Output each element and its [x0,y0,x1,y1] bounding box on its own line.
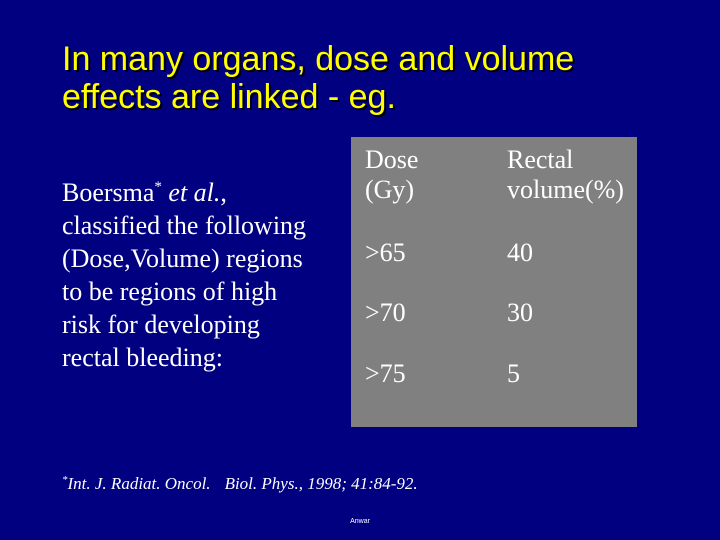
citation-star: * [154,179,162,195]
author-label: Anwar [350,518,370,525]
body-line-1 [62,176,352,209]
header-volume-unit: volume(%) [507,175,624,204]
row-1-dose: >65 [365,238,406,267]
body-line-2: classified the following [62,211,307,240]
row-3-dose: >75 [365,359,406,388]
author-name: Boersma [62,178,155,207]
et-al: et al. [168,178,221,207]
header-dose-unit: (Gy) [365,175,415,204]
row-3-volume: 5 [507,359,520,388]
body-line-4: to be regions of high [62,277,278,306]
risk-table [351,137,637,427]
header-volume: Rectal [507,145,574,174]
row-2-volume: 30 [507,298,533,327]
slide-title [62,40,682,116]
body-text [62,176,352,374]
body-line-6: rectal bleeding: [62,343,223,372]
body-comma: , [220,178,227,207]
title-line-2: effects are linked - eg. [62,78,396,116]
footnote-star: * [62,474,68,486]
body-line-5: risk for developing [62,310,260,339]
row-1-volume: 40 [507,238,533,267]
footnote-citation: Biol. Phys., 1998; 41:84-92. [224,474,418,493]
body-line-3: (Dose,Volume) regions [62,244,303,273]
title-line-1: In many organs, dose and volume [62,40,575,78]
footnote-journal: Int. J. Radiat. Oncol. [67,474,211,493]
header-dose: Dose [365,145,419,174]
row-2-dose: >70 [365,298,406,327]
footnote [62,474,418,494]
